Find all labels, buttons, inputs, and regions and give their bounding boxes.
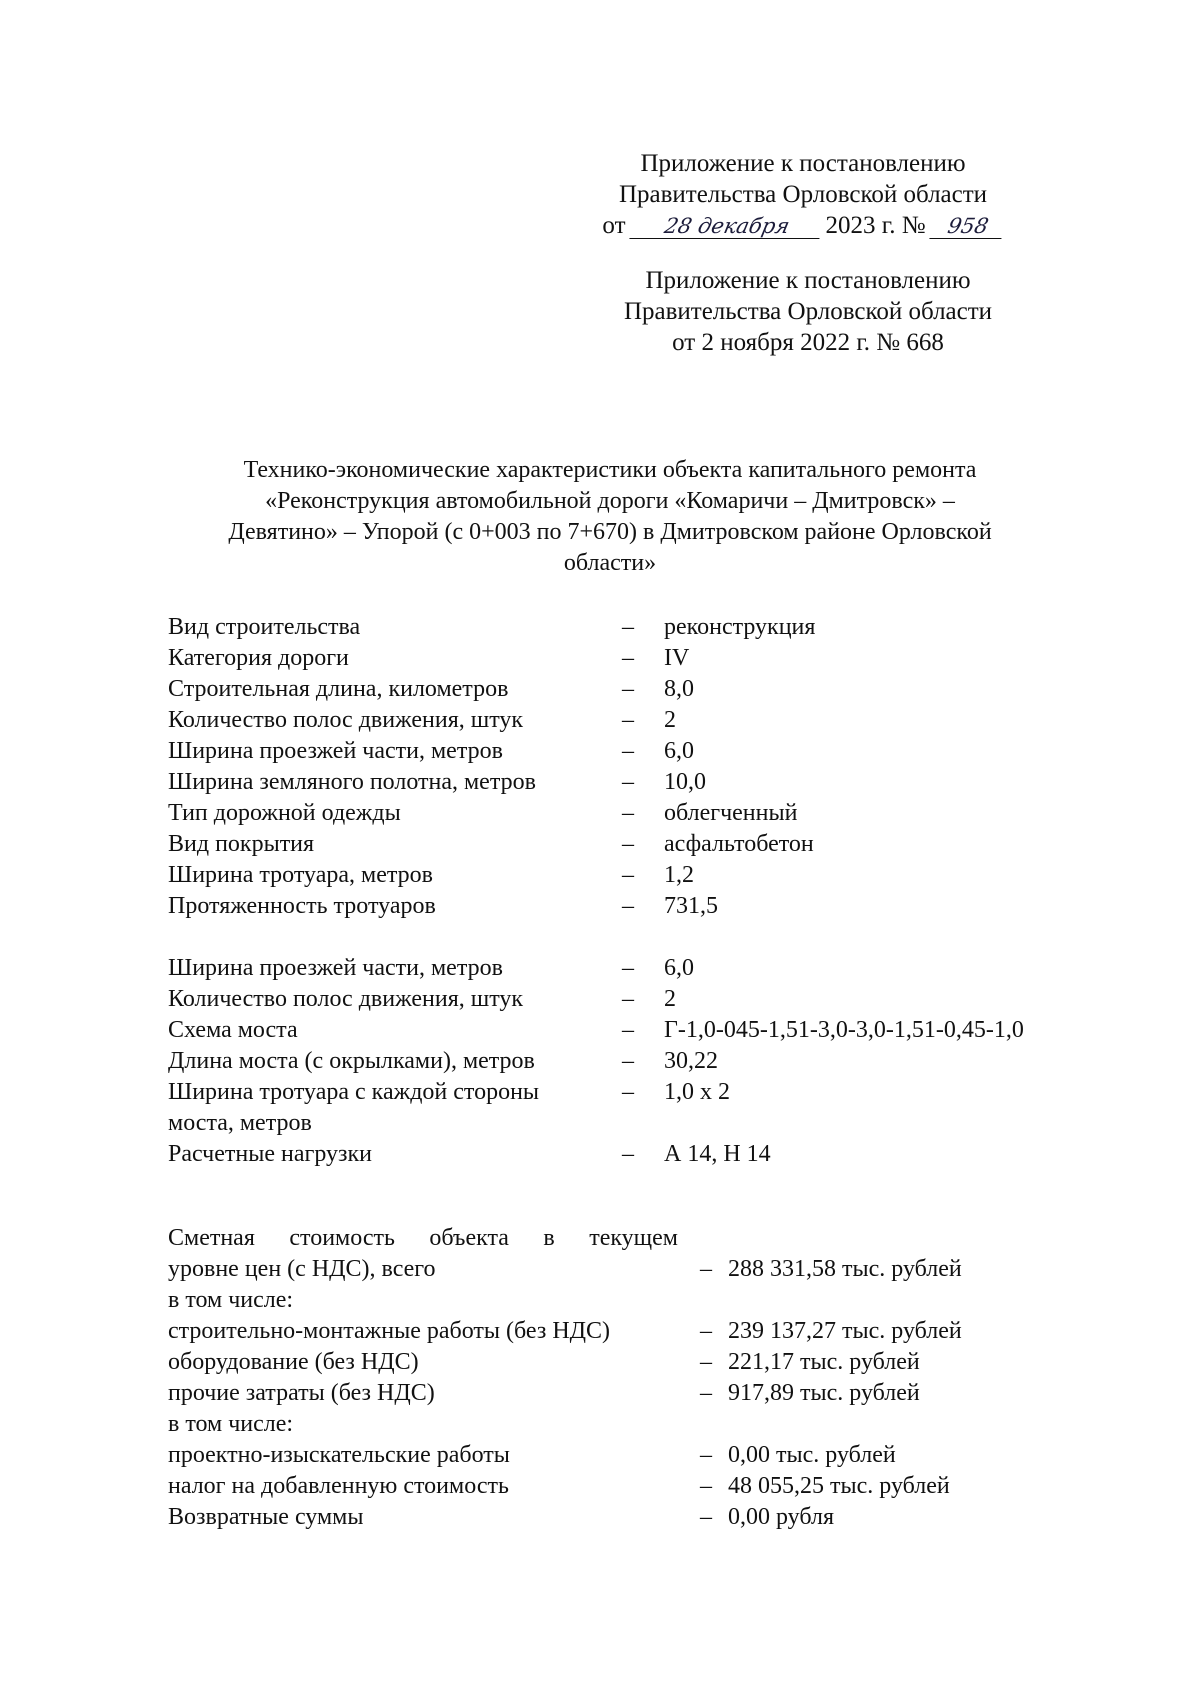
document-title	[160, 455, 1060, 579]
item-dash: –	[622, 831, 634, 857]
appendix-header-previous	[598, 265, 1018, 358]
item-label: Ширина земляного полотна, метров	[168, 769, 536, 795]
item-value: Г-1,0-045-1,51-3,0-3,0-1,51-0,45-1,0	[664, 1017, 1024, 1043]
cost-dash: –	[700, 1349, 712, 1375]
cost-value: 288 331,58 тыс. рублей	[728, 1256, 962, 1282]
item-label: Тип дорожной одежды	[168, 800, 401, 826]
cost-dash: –	[700, 1473, 712, 1499]
header-line-3	[588, 210, 1018, 241]
cost-label: оборудование (без НДС)	[168, 1349, 419, 1375]
cost-value: 239 137,27 тыс. рублей	[728, 1318, 962, 1344]
cost-label: уровне цен (с НДС), всего	[168, 1256, 436, 1282]
item-label: Количество полос движения, штук	[168, 707, 524, 733]
item-dash: –	[622, 955, 634, 981]
item-dash: –	[622, 1017, 634, 1043]
item-label: Длина моста (с окрылками), метров	[168, 1048, 535, 1074]
cost-subheading: в том числе:	[168, 1287, 294, 1313]
item-dash: –	[622, 645, 634, 671]
item-label: Количество полос движения, штук	[168, 986, 524, 1012]
item-dash: –	[622, 614, 634, 640]
cost-label: Возвратные суммы	[168, 1504, 364, 1530]
item-label: Ширина проезжей части, метров	[168, 738, 503, 764]
header-from-prefix: от	[602, 212, 626, 239]
appendix-header-current	[588, 148, 1018, 241]
prev-header-line-2: Правительства Орловской области	[623, 298, 993, 325]
item-value: реконструкция	[664, 614, 816, 640]
cost-total-label: Сметная стоимость объекта в текущем	[168, 1225, 678, 1251]
prev-header-line-1: Приложение к постановлению	[645, 267, 971, 294]
item-label: Ширина тротуара, метров	[168, 862, 433, 888]
header-year: 2023 г. №	[825, 212, 926, 239]
item-value: IV	[664, 645, 690, 671]
item-dash: –	[622, 986, 634, 1012]
item-label-continued: моста, метров	[168, 1110, 312, 1136]
title-line-3: Девятино» – Упорой (с 0+003 по 7+670) в Дмитровском районе Орловской	[228, 519, 992, 545]
item-value: 2	[664, 707, 676, 733]
cost-value: 48 055,25 тыс. рублей	[728, 1473, 950, 1499]
cost-dash: –	[700, 1504, 712, 1530]
item-label: Расчетные нагрузки	[168, 1141, 373, 1167]
item-dash: –	[622, 707, 634, 733]
cost-label: строительно-монтажные работы (без НДС)	[168, 1318, 611, 1344]
item-label: Схема моста	[168, 1017, 298, 1043]
item-dash: –	[622, 769, 634, 795]
prev-header-line-3: от 2 ноября 2022 г. № 668	[672, 329, 944, 356]
cost-label: прочие затраты (без НДС)	[168, 1380, 435, 1406]
cost-dash: –	[700, 1318, 712, 1344]
item-label: Вид покрытия	[168, 831, 315, 857]
item-label: Ширина проезжей части, метров	[168, 955, 503, 981]
cost-label: проектно-изыскательские работы	[168, 1442, 510, 1468]
item-dash: –	[622, 893, 634, 919]
title-line-1: Технико-экономические характеристики объекта капитального ремонта	[243, 457, 977, 483]
cost-value: 0,00 рубля	[728, 1504, 834, 1530]
item-value: облегченный	[664, 800, 798, 826]
cost-value: 0,00 тыс. рублей	[728, 1442, 896, 1468]
item-value: асфальтобетон	[664, 831, 814, 857]
title-line-4: области»	[563, 550, 657, 576]
handwritten-date: 28 декабря	[629, 214, 824, 239]
item-dash: –	[622, 1079, 634, 1105]
item-dash: –	[622, 1048, 634, 1074]
cost-dash: –	[700, 1442, 712, 1468]
cost-subheading: в том числе:	[168, 1411, 294, 1437]
item-value: А 14, Н 14	[664, 1141, 771, 1167]
item-dash: –	[622, 738, 634, 764]
handwritten-number: 958	[929, 214, 1006, 239]
cost-value: 221,17 тыс. рублей	[728, 1349, 920, 1375]
item-dash: –	[622, 676, 634, 702]
header-line-2: Правительства Орловской области	[618, 181, 988, 208]
item-label: Категория дороги	[168, 645, 349, 671]
cost-dash: –	[700, 1256, 712, 1282]
item-label: Вид строительства	[168, 614, 361, 640]
item-value: 6,0	[664, 738, 694, 764]
item-label: Ширина тротуара с каждой стороны	[168, 1079, 540, 1105]
item-value: 731,5	[664, 893, 718, 919]
item-value: 1,0 х 2	[664, 1079, 730, 1105]
title-line-2: «Реконструкция автомобильной дороги «Комаричи – Дмитровск» –	[265, 488, 955, 514]
item-value: 6,0	[664, 955, 694, 981]
item-value: 2	[664, 986, 676, 1012]
item-label: Строительная длина, километров	[168, 676, 509, 702]
item-dash: –	[622, 1141, 634, 1167]
item-value: 1,2	[664, 862, 694, 888]
cost-dash: –	[700, 1380, 712, 1406]
cost-value: 917,89 тыс. рублей	[728, 1380, 920, 1406]
cost-label: налог на добавленную стоимость	[168, 1473, 509, 1499]
item-value: 8,0	[664, 676, 694, 702]
item-dash: –	[622, 862, 634, 888]
item-dash: –	[622, 800, 634, 826]
item-value: 10,0	[664, 769, 706, 795]
header-line-1: Приложение к постановлению	[640, 150, 966, 177]
item-label: Протяженность тротуаров	[168, 893, 436, 919]
item-value: 30,22	[664, 1048, 718, 1074]
